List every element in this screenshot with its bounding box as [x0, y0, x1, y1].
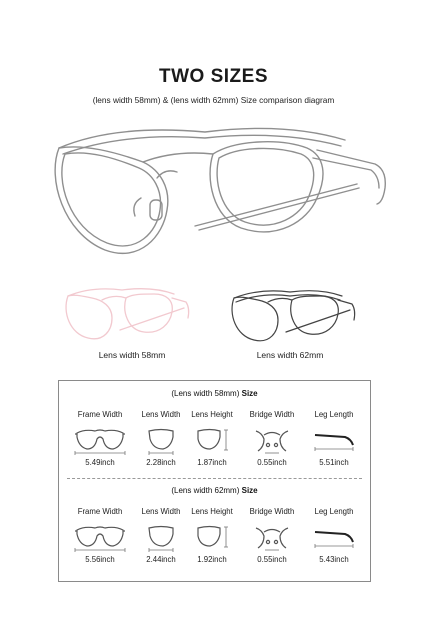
measure-value: 1.92inch	[197, 555, 227, 564]
section-title-bold: Size	[241, 486, 258, 495]
measure-label: Lens Width	[141, 507, 181, 516]
measure-label: Bridge Width	[249, 410, 295, 419]
measure-value: 5.56inch	[85, 555, 115, 564]
measure-value: 5.51inch	[319, 458, 349, 467]
page-subtitle: (lens width 58mm) & (lens width 62mm) Size comparison diagram	[92, 95, 335, 105]
page-title: TWO SIZES	[159, 66, 268, 87]
measure-label: Frame Width	[77, 410, 123, 419]
measure-lens-height	[181, 507, 243, 564]
glasses-58mm-illustration	[62, 284, 192, 344]
measure-value: 5.49inch	[85, 458, 115, 467]
lens-height-icon	[181, 425, 243, 455]
measure-label: Bridge Width	[249, 507, 295, 516]
bridge-width-icon	[241, 425, 303, 455]
leg-length-icon	[303, 425, 365, 455]
bridge-width-icon	[241, 522, 303, 552]
measure-label: Lens Height	[191, 507, 233, 516]
section-title-62mm	[59, 486, 370, 495]
section-divider	[67, 478, 362, 479]
size-table	[58, 380, 371, 582]
measure-value: 2.44inch	[146, 555, 176, 564]
measure-label: Lens Height	[191, 410, 233, 419]
measure-value: 5.43inch	[319, 555, 349, 564]
measure-label: Lens Width	[141, 410, 181, 419]
measure-frame-width	[69, 507, 131, 564]
section-title-label: (Lens width 62mm)	[171, 486, 240, 495]
glasses-62mm-illustration	[226, 286, 358, 346]
lens-height-icon	[181, 522, 243, 552]
measure-value: 2.28inch	[146, 458, 176, 467]
frame-width-icon	[69, 425, 131, 455]
leg-length-icon	[303, 522, 365, 552]
measure-label: Leg Length	[314, 410, 354, 419]
measure-label: Leg Length	[314, 507, 354, 516]
caption-62mm: Lens width 62mm	[256, 350, 324, 360]
measure-value: 0.55inch	[257, 458, 287, 467]
caption-58mm: Lens width 58mm	[98, 350, 166, 360]
measure-label: Frame Width	[77, 507, 123, 516]
measure-frame-width	[69, 410, 131, 467]
measure-leg-length	[303, 410, 365, 467]
measure-bridge-width	[241, 507, 303, 564]
section-title-bold: Size	[241, 389, 258, 398]
section-title-58mm	[59, 389, 370, 398]
measure-leg-length	[303, 507, 365, 564]
measure-value: 0.55inch	[257, 555, 287, 564]
measure-lens-height	[181, 410, 243, 467]
measure-value: 1.87inch	[197, 458, 227, 467]
frame-width-icon	[69, 522, 131, 552]
section-title-label: (Lens width 58mm)	[171, 389, 240, 398]
measure-bridge-width	[241, 410, 303, 467]
aviator-glasses-illustration	[45, 118, 390, 268]
